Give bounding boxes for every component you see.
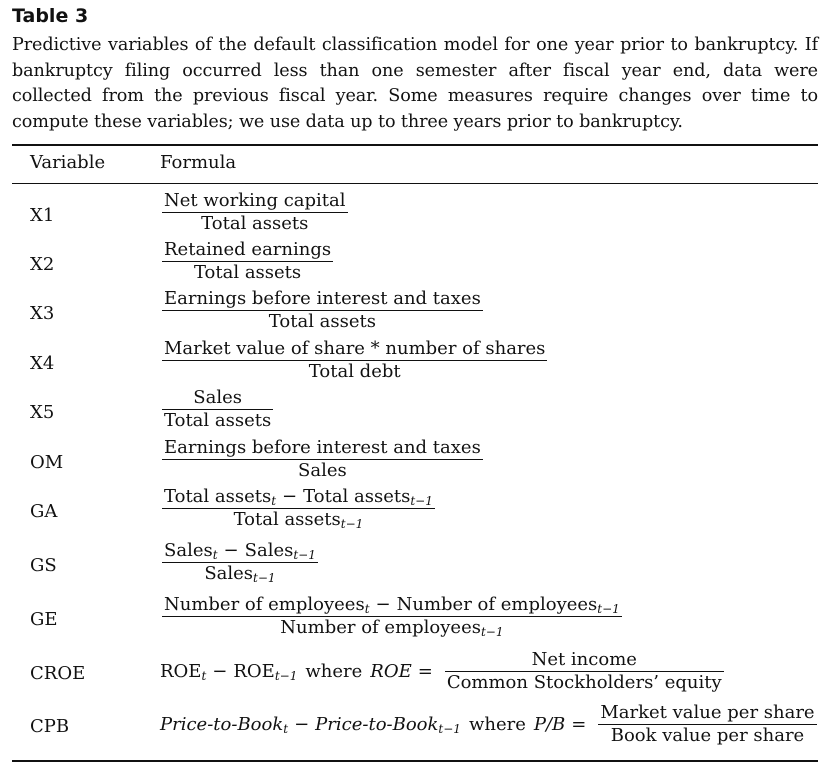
- variable-name: X5: [30, 402, 55, 423]
- formula-fraction: [162, 486, 435, 531]
- variable-name: GE: [30, 609, 58, 630]
- table-caption-text: Predictive variables of the default classification model for one year prior to bankruptcy. If bankruptcy filing occurred less than one semester after fiscal year end, data were collected from the previous fiscal year. Some measures require changes over time to compute these variables; we use data up to three years prior to bankruptcy.: [12, 35, 818, 132]
- defined-symbol: ROE: [370, 660, 412, 682]
- formula-fraction: [162, 239, 333, 284]
- numerator: Net working capital: [164, 190, 346, 211]
- numerator: Market value per share: [600, 702, 815, 723]
- formula-fraction: [162, 594, 622, 639]
- formula-fraction: [162, 190, 348, 235]
- denominator: Total debt: [308, 361, 401, 382]
- denominator: Number of employees$_{t-1}$: [280, 617, 504, 639]
- denominator: Common Stockholders’ equity: [446, 672, 722, 693]
- defined-symbol: P/B: [533, 713, 566, 735]
- denominator: Total assets$_{t-1}$: [233, 509, 364, 531]
- formula-fraction: [445, 649, 724, 694]
- denominator: Total assets: [164, 410, 272, 431]
- variable-name: X4: [30, 353, 55, 374]
- minus-sign: −: [294, 713, 310, 735]
- numerator: Earnings before interest and taxes: [164, 437, 481, 458]
- numerator: Earnings before interest and taxes: [164, 288, 481, 309]
- denominator: Sales$_{t-1}$: [204, 563, 276, 585]
- table-caption-label: Table 3: [12, 5, 89, 27]
- formula-expression: [160, 649, 724, 694]
- variable-name: X1: [30, 205, 55, 226]
- variable-name: GA: [30, 501, 58, 522]
- formula-fraction: [162, 338, 547, 383]
- header-formula: Formula: [160, 152, 237, 173]
- equals-sign: =: [571, 713, 587, 735]
- lhs-term: Price-to-Book$_t$: [160, 713, 289, 736]
- denominator: Total assets: [268, 311, 377, 332]
- denominator: Total assets: [201, 213, 309, 234]
- variable-name: OM: [30, 452, 64, 473]
- equals-sign: =: [417, 660, 433, 682]
- formula-fraction: [162, 540, 318, 585]
- header-variable: Variable: [30, 152, 106, 173]
- where-word: where: [468, 713, 526, 735]
- numerator: Sales$_t$ − Sales$_{t-1}$: [164, 540, 316, 562]
- denominator: Sales: [298, 460, 347, 481]
- denominator: Total assets: [193, 262, 302, 283]
- variable-name: X2: [30, 254, 55, 275]
- numerator: Retained earnings: [164, 239, 332, 260]
- formula-fraction: [162, 387, 273, 432]
- minus-sign: −: [212, 660, 228, 682]
- variable-name: X3: [30, 303, 55, 324]
- lhs-term: $ROE_t$: [160, 660, 207, 683]
- formula-fraction: [598, 702, 816, 747]
- formula-fraction: [162, 437, 483, 482]
- formula-expression: [160, 702, 817, 747]
- variable-name: CROE: [30, 663, 86, 684]
- table-header-rule: [12, 183, 818, 184]
- variable-name: GS: [30, 555, 57, 576]
- variable-name: CPB: [30, 716, 70, 737]
- formula-fraction: [162, 288, 483, 333]
- numerator: Net income: [445, 649, 724, 672]
- denominator: Book value per share: [610, 725, 805, 746]
- table-bottom-rule: [12, 760, 818, 762]
- numerator: Total assets$_t$ − Total assets$_{t-1}$: [164, 486, 433, 508]
- numerator: Market value of share * number of shares: [164, 338, 546, 359]
- numerator: Sales: [162, 387, 273, 410]
- numerator: Number of employees$_t$ − Number of employees$_{t-1}$: [164, 594, 620, 616]
- lhs-term: Price-to-Book$_{t-1}$: [315, 713, 461, 736]
- table-top-rule: [12, 144, 818, 146]
- lhs-term: $ROE_{t-1}$: [233, 660, 298, 683]
- where-word: where: [305, 660, 363, 682]
